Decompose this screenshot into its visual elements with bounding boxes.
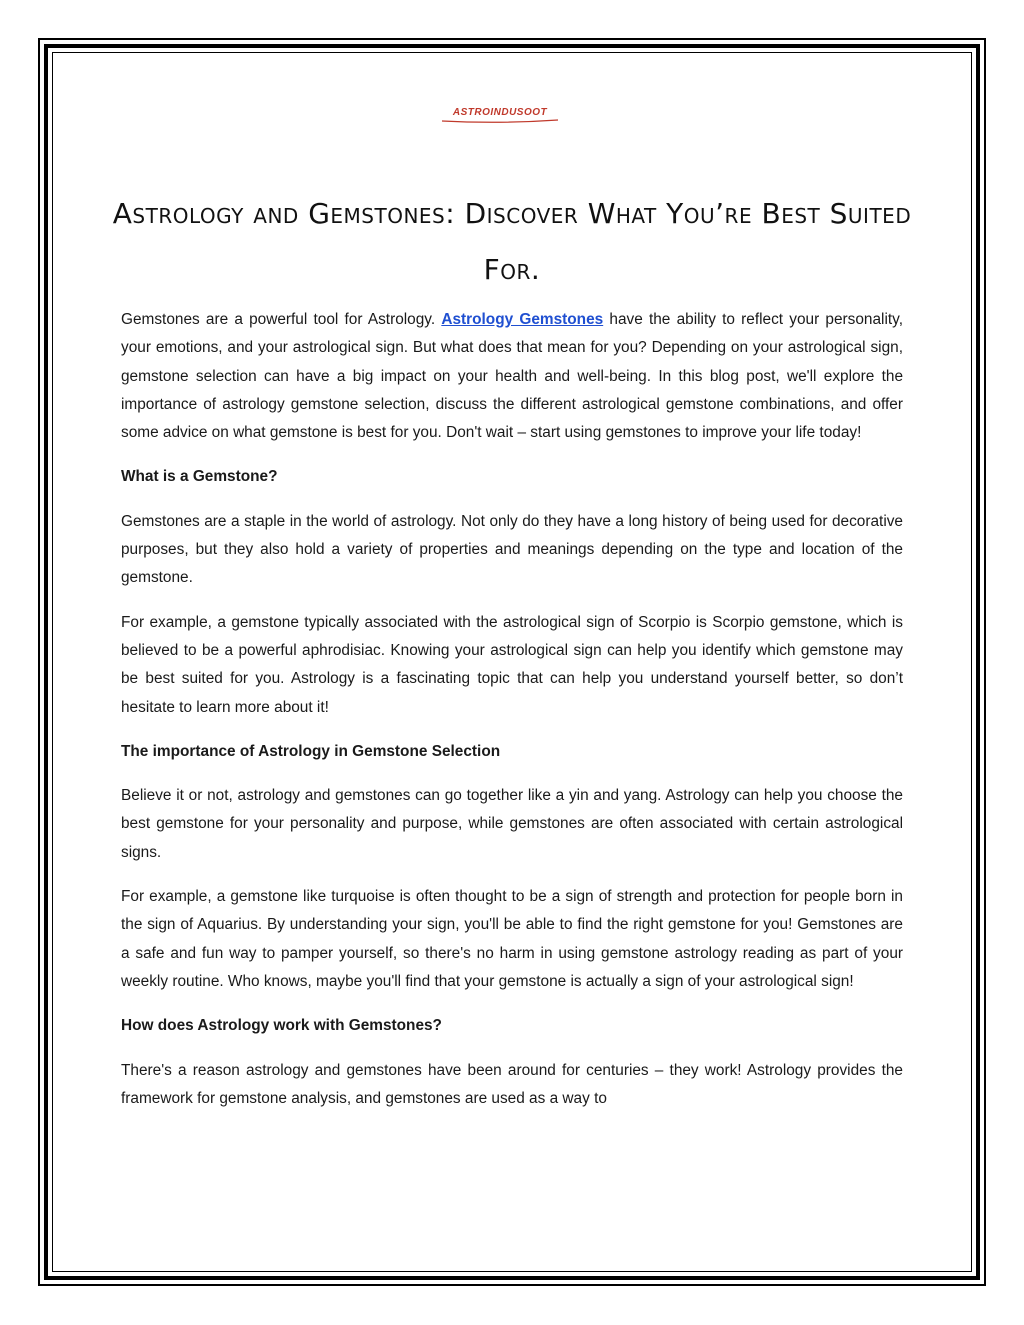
page-title: Astrology and Gemstones: Discover What You’re Best Suited For. (112, 197, 912, 286)
brand-logo-text: ASTROINDUSOOT (452, 107, 548, 118)
astrology-gemstones-link[interactable]: Astrology Gemstones (441, 311, 604, 328)
section-heading-how-astrology-works: How does Astrology work with Gemstones? (121, 1017, 442, 1035)
section-paragraph: Gemstones are a staple in the world of astrology. Not only do they have a long history of being used for decorative purposes, but they also hold a variety of properties and meanings depending on the type and location of the gemstone. (121, 512, 903, 587)
section-paragraph: For example, a gemstone like turquoise is often thought to be a sign of strength and protection for people born in the sign of Aquarius. By understanding your sign, you'll be able to find the right gemstone for you! Gemstones are a safe and fun way to pamper yourself, so there's no harm in using gemstone astrology reading as part of your weekly routine. Who knows, maybe you'll find that your gemstone is actually a sign of your astrological sign! (121, 888, 903, 990)
brand-logo (434, 108, 566, 128)
article-body (121, 306, 903, 1129)
section-paragraph: Believe it or not, astrology and gemstones can go together like a yin and yang. Astrology can help you choose the best gemstone for your personality and purpose, while gemstones are often associated with certain astrological signs. (121, 787, 903, 861)
intro-text-after-link: have the ability to reflect your personality, your emotions, and your astrological sign. But what does that mean for you? Depending on your astrological sign, gemstone selection can have a big impact on your health and well-being. In this blog post, we'll explore the importance of astrology gemstone selection, discuss the different astrological gemstone combinations, and offer some advice on what gemstone is best for you. Don't wait – start using gemstones to improve your life today! (121, 311, 903, 442)
logo-swoosh-icon (440, 119, 560, 123)
intro-paragraph (121, 306, 903, 447)
section-heading-what-is-gemstone: What is a Gemstone? (121, 468, 278, 486)
section-paragraph: For example, a gemstone typically associated with the astrological sign of Scorpio is Scorpio gemstone, which is believed to be a powerful aphrodisiac. Knowing your astrological sign can help you identify which gemstone may be best suited for you. Astrology is a fascinating topic that can help you understand yourself better, so don’t hesitate to learn more about it! (121, 613, 903, 716)
section-heading-importance-of-astrology: The importance of Astrology in Gemstone Selection (121, 742, 501, 760)
intro-text-before-link: Gemstones are a powerful tool for Astrology. (121, 311, 442, 328)
section-paragraph: There's a reason astrology and gemstones have been around for centuries – they work! Astrology provides the framework for gemstone analysis, and gemstones are used as a way to (121, 1061, 903, 1107)
